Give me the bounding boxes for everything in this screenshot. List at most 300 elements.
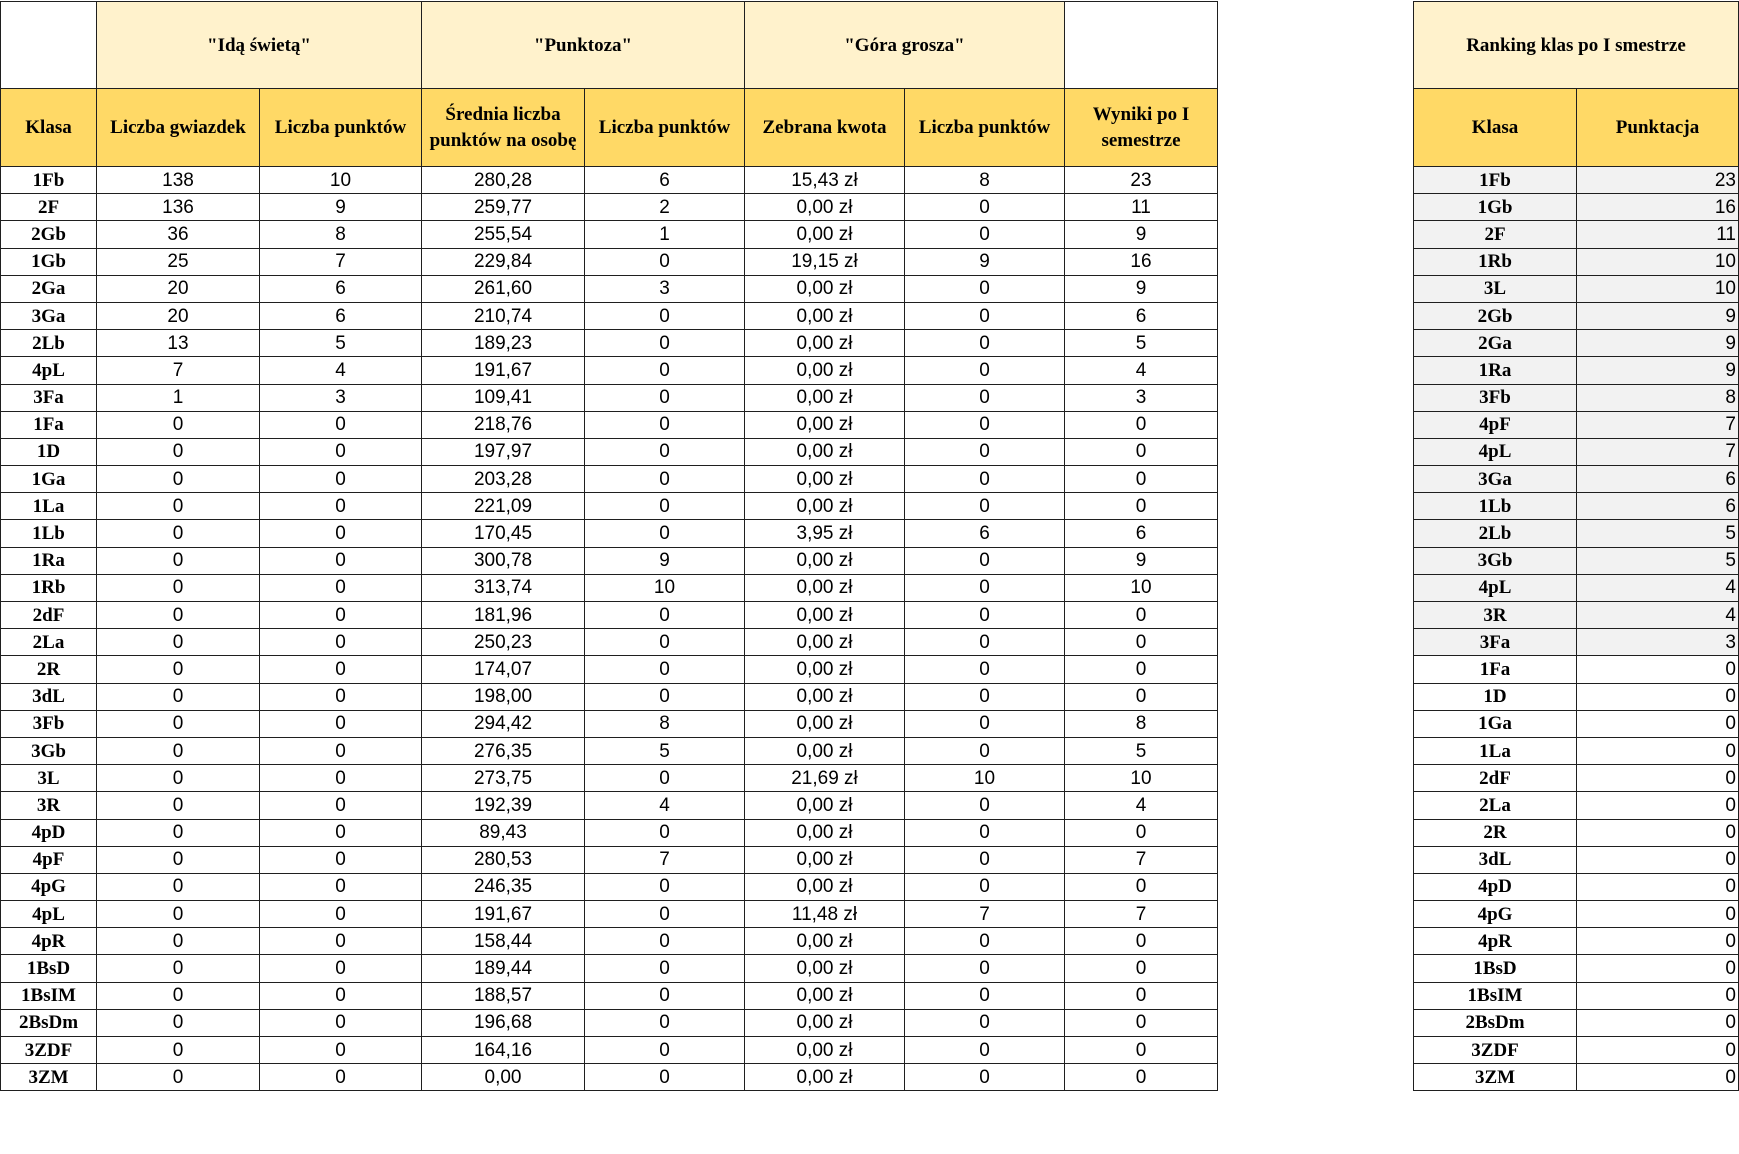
cell-liczba-punktow-2[interactable]: 0 bbox=[585, 873, 745, 900]
cell-wyniki[interactable]: 5 bbox=[1065, 330, 1218, 357]
cell-liczba-punktow-2[interactable]: 0 bbox=[585, 384, 745, 411]
cell-wyniki[interactable]: 8 bbox=[1065, 710, 1218, 737]
ranking-cell-klasa[interactable]: 4pF bbox=[1414, 411, 1577, 438]
ranking-cell-klasa[interactable]: 3ZDF bbox=[1414, 1037, 1577, 1064]
ranking-cell-klasa[interactable]: 4pR bbox=[1414, 928, 1577, 955]
cell-wyniki[interactable]: 0 bbox=[1065, 1009, 1218, 1036]
cell-srednia[interactable]: 170,45 bbox=[422, 520, 585, 547]
ranking-cell-punktacja[interactable]: 0 bbox=[1577, 1009, 1739, 1036]
cell-zebrana-kwota[interactable]: 0,00 zł bbox=[745, 602, 905, 629]
ranking-cell-klasa[interactable]: 3Fb bbox=[1414, 384, 1577, 411]
cell-wyniki[interactable]: 0 bbox=[1065, 683, 1218, 710]
cell-klasa[interactable]: 4pR bbox=[1, 928, 97, 955]
cell-wyniki[interactable]: 6 bbox=[1065, 520, 1218, 547]
cell-zebrana-kwota[interactable]: 0,00 zł bbox=[745, 330, 905, 357]
cell-srednia[interactable]: 250,23 bbox=[422, 629, 585, 656]
cell-zebrana-kwota[interactable]: 0,00 zł bbox=[745, 1064, 905, 1091]
cell-liczba-punktow-3[interactable]: 0 bbox=[905, 302, 1065, 329]
cell-klasa[interactable]: 2La bbox=[1, 629, 97, 656]
cell-klasa[interactable]: 2Gb bbox=[1, 221, 97, 248]
cell-liczba-gwiazdek[interactable]: 0 bbox=[97, 873, 260, 900]
cell-wyniki[interactable]: 0 bbox=[1065, 928, 1218, 955]
cell-wyniki[interactable]: 0 bbox=[1065, 493, 1218, 520]
cell-klasa[interactable]: 2F bbox=[1, 194, 97, 221]
cell-liczba-punktow-1[interactable]: 5 bbox=[260, 330, 422, 357]
cell-zebrana-kwota[interactable]: 0,00 zł bbox=[745, 493, 905, 520]
cell-liczba-punktow-1[interactable]: 0 bbox=[260, 683, 422, 710]
cell-liczba-punktow-2[interactable]: 9 bbox=[585, 547, 745, 574]
cell-srednia[interactable]: 181,96 bbox=[422, 602, 585, 629]
cell-liczba-gwiazdek[interactable]: 0 bbox=[97, 602, 260, 629]
ranking-cell-punktacja[interactable]: 0 bbox=[1577, 656, 1739, 683]
cell-wyniki[interactable]: 23 bbox=[1065, 167, 1218, 194]
cell-liczba-punktow-3[interactable]: 0 bbox=[905, 1009, 1065, 1036]
cell-liczba-gwiazdek[interactable]: 0 bbox=[97, 955, 260, 982]
cell-liczba-punktow-3[interactable]: 0 bbox=[905, 357, 1065, 384]
cell-liczba-punktow-1[interactable]: 7 bbox=[260, 248, 422, 275]
cell-wyniki[interactable]: 9 bbox=[1065, 221, 1218, 248]
cell-wyniki[interactable]: 0 bbox=[1065, 602, 1218, 629]
cell-srednia[interactable]: 189,23 bbox=[422, 330, 585, 357]
cell-wyniki[interactable]: 9 bbox=[1065, 547, 1218, 574]
cell-klasa[interactable]: 3Fa bbox=[1, 384, 97, 411]
cell-liczba-punktow-1[interactable]: 0 bbox=[260, 928, 422, 955]
cell-klasa[interactable]: 3ZM bbox=[1, 1064, 97, 1091]
cell-zebrana-kwota[interactable]: 0,00 zł bbox=[745, 302, 905, 329]
ranking-cell-klasa[interactable]: 4pL bbox=[1414, 438, 1577, 465]
cell-srednia[interactable]: 188,57 bbox=[422, 982, 585, 1009]
cell-zebrana-kwota[interactable]: 0,00 zł bbox=[745, 683, 905, 710]
cell-liczba-gwiazdek[interactable]: 138 bbox=[97, 167, 260, 194]
cell-liczba-punktow-2[interactable]: 0 bbox=[585, 955, 745, 982]
cell-srednia[interactable]: 109,41 bbox=[422, 384, 585, 411]
cell-liczba-punktow-2[interactable]: 6 bbox=[585, 167, 745, 194]
cell-wyniki[interactable]: 7 bbox=[1065, 846, 1218, 873]
cell-liczba-punktow-1[interactable]: 0 bbox=[260, 466, 422, 493]
cell-liczba-punktow-2[interactable]: 5 bbox=[585, 737, 745, 764]
cell-zebrana-kwota[interactable]: 0,00 zł bbox=[745, 737, 905, 764]
cell-zebrana-kwota[interactable]: 0,00 zł bbox=[745, 873, 905, 900]
cell-liczba-punktow-2[interactable]: 10 bbox=[585, 574, 745, 601]
cell-liczba-punktow-2[interactable]: 0 bbox=[585, 493, 745, 520]
cell-liczba-punktow-1[interactable]: 0 bbox=[260, 574, 422, 601]
cell-liczba-punktow-3[interactable]: 0 bbox=[905, 330, 1065, 357]
cell-zebrana-kwota[interactable]: 0,00 zł bbox=[745, 982, 905, 1009]
cell-liczba-punktow-1[interactable]: 0 bbox=[260, 547, 422, 574]
cell-srednia[interactable]: 300,78 bbox=[422, 547, 585, 574]
cell-liczba-punktow-3[interactable]: 0 bbox=[905, 737, 1065, 764]
cell-srednia[interactable]: 280,53 bbox=[422, 846, 585, 873]
ranking-cell-klasa[interactable]: 3dL bbox=[1414, 846, 1577, 873]
cell-liczba-punktow-2[interactable]: 0 bbox=[585, 411, 745, 438]
cell-liczba-punktow-2[interactable]: 0 bbox=[585, 1064, 745, 1091]
cell-liczba-punktow-3[interactable]: 0 bbox=[905, 982, 1065, 1009]
cell-klasa[interactable]: 1Ga bbox=[1, 466, 97, 493]
cell-wyniki[interactable]: 10 bbox=[1065, 574, 1218, 601]
cell-liczba-punktow-1[interactable]: 0 bbox=[260, 1009, 422, 1036]
cell-wyniki[interactable]: 4 bbox=[1065, 792, 1218, 819]
cell-klasa[interactable]: 2BsDm bbox=[1, 1009, 97, 1036]
cell-srednia[interactable]: 189,44 bbox=[422, 955, 585, 982]
cell-liczba-gwiazdek[interactable]: 0 bbox=[97, 466, 260, 493]
cell-liczba-punktow-1[interactable]: 3 bbox=[260, 384, 422, 411]
cell-liczba-punktow-1[interactable]: 6 bbox=[260, 302, 422, 329]
cell-zebrana-kwota[interactable]: 0,00 zł bbox=[745, 466, 905, 493]
cell-klasa[interactable]: 1Fb bbox=[1, 167, 97, 194]
cell-zebrana-kwota[interactable]: 0,00 zł bbox=[745, 629, 905, 656]
cell-liczba-punktow-3[interactable]: 6 bbox=[905, 520, 1065, 547]
ranking-cell-punktacja[interactable]: 0 bbox=[1577, 1064, 1739, 1091]
cell-klasa[interactable]: 4pF bbox=[1, 846, 97, 873]
ranking-cell-klasa[interactable]: 4pG bbox=[1414, 901, 1577, 928]
cell-liczba-punktow-3[interactable]: 0 bbox=[905, 411, 1065, 438]
cell-liczba-punktow-3[interactable]: 0 bbox=[905, 466, 1065, 493]
cell-srednia[interactable]: 203,28 bbox=[422, 466, 585, 493]
cell-liczba-gwiazdek[interactable]: 36 bbox=[97, 221, 260, 248]
cell-klasa[interactable]: 1Rb bbox=[1, 574, 97, 601]
cell-srednia[interactable]: 164,16 bbox=[422, 1037, 585, 1064]
cell-wyniki[interactable]: 0 bbox=[1065, 411, 1218, 438]
cell-liczba-punktow-2[interactable]: 0 bbox=[585, 629, 745, 656]
header-liczba-punktow-1[interactable]: Liczba punktów bbox=[260, 89, 422, 167]
ranking-title[interactable]: Ranking klas po I smestrze bbox=[1414, 2, 1739, 89]
cell-liczba-gwiazdek[interactable]: 0 bbox=[97, 493, 260, 520]
cell-srednia[interactable]: 221,09 bbox=[422, 493, 585, 520]
ranking-cell-klasa[interactable]: 1La bbox=[1414, 737, 1577, 764]
cell-liczba-punktow-1[interactable]: 0 bbox=[260, 1037, 422, 1064]
cell-liczba-punktow-2[interactable]: 7 bbox=[585, 846, 745, 873]
ranking-cell-punktacja[interactable]: 6 bbox=[1577, 493, 1739, 520]
cell-liczba-punktow-1[interactable]: 0 bbox=[260, 520, 422, 547]
cell-wyniki[interactable]: 3 bbox=[1065, 384, 1218, 411]
cell-srednia[interactable]: 273,75 bbox=[422, 765, 585, 792]
cell-liczba-punktow-3[interactable]: 0 bbox=[905, 928, 1065, 955]
cell-klasa[interactable]: 1Lb bbox=[1, 520, 97, 547]
cell-liczba-punktow-2[interactable]: 0 bbox=[585, 765, 745, 792]
cell-liczba-gwiazdek[interactable]: 0 bbox=[97, 547, 260, 574]
cell-liczba-punktow-3[interactable]: 0 bbox=[905, 221, 1065, 248]
cell-liczba-punktow-2[interactable]: 0 bbox=[585, 1037, 745, 1064]
ranking-cell-punktacja[interactable]: 9 bbox=[1577, 357, 1739, 384]
ranking-cell-punktacja[interactable]: 4 bbox=[1577, 602, 1739, 629]
cell-liczba-punktow-3[interactable]: 10 bbox=[905, 765, 1065, 792]
cell-liczba-punktow-2[interactable]: 3 bbox=[585, 275, 745, 302]
cell-liczba-punktow-3[interactable]: 0 bbox=[905, 1037, 1065, 1064]
cell-liczba-punktow-2[interactable]: 0 bbox=[585, 520, 745, 547]
cell-wyniki[interactable]: 0 bbox=[1065, 819, 1218, 846]
cell-klasa[interactable]: 3Ga bbox=[1, 302, 97, 329]
cell-srednia[interactable]: 158,44 bbox=[422, 928, 585, 955]
cell-liczba-punktow-2[interactable]: 0 bbox=[585, 982, 745, 1009]
ranking-cell-punktacja[interactable]: 0 bbox=[1577, 683, 1739, 710]
cell-liczba-punktow-3[interactable]: 0 bbox=[905, 1064, 1065, 1091]
cell-klasa[interactable]: 4pD bbox=[1, 819, 97, 846]
cell-liczba-gwiazdek[interactable]: 0 bbox=[97, 683, 260, 710]
cell-liczba-punktow-3[interactable]: 0 bbox=[905, 194, 1065, 221]
group-punktoza[interactable]: "Punktoza" bbox=[422, 2, 745, 89]
cell-srednia[interactable]: 261,60 bbox=[422, 275, 585, 302]
cell-liczba-punktow-1[interactable]: 0 bbox=[260, 710, 422, 737]
header-liczba-gwiazdek[interactable]: Liczba gwiazdek bbox=[97, 89, 260, 167]
cell-liczba-punktow-3[interactable]: 0 bbox=[905, 275, 1065, 302]
cell-wyniki[interactable]: 11 bbox=[1065, 194, 1218, 221]
ranking-cell-punktacja[interactable]: 0 bbox=[1577, 737, 1739, 764]
ranking-cell-punktacja[interactable]: 7 bbox=[1577, 438, 1739, 465]
cell-srednia[interactable]: 174,07 bbox=[422, 656, 585, 683]
cell-klasa[interactable]: 1D bbox=[1, 438, 97, 465]
cell-klasa[interactable]: 1Gb bbox=[1, 248, 97, 275]
cell-wyniki[interactable]: 4 bbox=[1065, 357, 1218, 384]
cell-liczba-punktow-1[interactable]: 0 bbox=[260, 411, 422, 438]
cell-wyniki[interactable]: 0 bbox=[1065, 873, 1218, 900]
ranking-cell-punktacja[interactable]: 0 bbox=[1577, 819, 1739, 846]
ranking-cell-klasa[interactable]: 1Ra bbox=[1414, 357, 1577, 384]
ranking-cell-punktacja[interactable]: 0 bbox=[1577, 846, 1739, 873]
ranking-cell-punktacja[interactable]: 5 bbox=[1577, 520, 1739, 547]
cell-srednia[interactable]: 255,54 bbox=[422, 221, 585, 248]
cell-wyniki[interactable]: 6 bbox=[1065, 302, 1218, 329]
cell-liczba-gwiazdek[interactable]: 0 bbox=[97, 737, 260, 764]
cell-liczba-punktow-2[interactable]: 0 bbox=[585, 466, 745, 493]
cell-liczba-punktow-3[interactable]: 0 bbox=[905, 710, 1065, 737]
ranking-cell-klasa[interactable]: 2dF bbox=[1414, 765, 1577, 792]
cell-liczba-punktow-2[interactable]: 0 bbox=[585, 438, 745, 465]
cell-srednia[interactable]: 197,97 bbox=[422, 438, 585, 465]
ranking-cell-punktacja[interactable]: 16 bbox=[1577, 194, 1739, 221]
cell-liczba-punktow-1[interactable]: 0 bbox=[260, 493, 422, 520]
cell-klasa[interactable]: 1BsD bbox=[1, 955, 97, 982]
ranking-cell-klasa[interactable]: 2Gb bbox=[1414, 302, 1577, 329]
cell-srednia[interactable]: 192,39 bbox=[422, 792, 585, 819]
cell-liczba-punktow-3[interactable]: 0 bbox=[905, 656, 1065, 683]
cell-wyniki[interactable]: 0 bbox=[1065, 656, 1218, 683]
cell-liczba-punktow-1[interactable]: 0 bbox=[260, 846, 422, 873]
cell-liczba-gwiazdek[interactable]: 0 bbox=[97, 574, 260, 601]
cell-liczba-punktow-2[interactable]: 0 bbox=[585, 1009, 745, 1036]
header-liczba-punktow-3[interactable]: Liczba punktów bbox=[905, 89, 1065, 167]
cell-zebrana-kwota[interactable]: 0,00 zł bbox=[745, 574, 905, 601]
cell-liczba-punktow-1[interactable]: 0 bbox=[260, 765, 422, 792]
cell-wyniki[interactable]: 0 bbox=[1065, 982, 1218, 1009]
cell-liczba-punktow-1[interactable]: 4 bbox=[260, 357, 422, 384]
cell-liczba-punktow-2[interactable]: 0 bbox=[585, 248, 745, 275]
header-srednia[interactable]: Średnia liczba punktów na osobę bbox=[422, 89, 585, 167]
ranking-cell-klasa[interactable]: 3L bbox=[1414, 275, 1577, 302]
cell-liczba-punktow-1[interactable]: 0 bbox=[260, 656, 422, 683]
ranking-cell-punktacja[interactable]: 0 bbox=[1577, 1037, 1739, 1064]
ranking-cell-klasa[interactable]: 2R bbox=[1414, 819, 1577, 846]
ranking-cell-klasa[interactable]: 3Ga bbox=[1414, 466, 1577, 493]
ranking-cell-klasa[interactable]: 1Fb bbox=[1414, 167, 1577, 194]
cell-liczba-gwiazdek[interactable]: 0 bbox=[97, 1037, 260, 1064]
ranking-cell-klasa[interactable]: 1Rb bbox=[1414, 248, 1577, 275]
cell-liczba-punktow-3[interactable]: 0 bbox=[905, 846, 1065, 873]
ranking-cell-punktacja[interactable]: 4 bbox=[1577, 574, 1739, 601]
cell-liczba-punktow-1[interactable]: 0 bbox=[260, 438, 422, 465]
ranking-cell-punktacja[interactable]: 0 bbox=[1577, 982, 1739, 1009]
cell-liczba-punktow-2[interactable]: 0 bbox=[585, 656, 745, 683]
ranking-cell-klasa[interactable]: 4pD bbox=[1414, 873, 1577, 900]
cell-wyniki[interactable]: 0 bbox=[1065, 1064, 1218, 1091]
cell-liczba-punktow-2[interactable]: 0 bbox=[585, 683, 745, 710]
ranking-cell-punktacja[interactable]: 0 bbox=[1577, 955, 1739, 982]
cell-srednia[interactable]: 313,74 bbox=[422, 574, 585, 601]
corner-cell[interactable] bbox=[1, 2, 97, 89]
cell-liczba-gwiazdek[interactable]: 0 bbox=[97, 765, 260, 792]
cell-klasa[interactable]: 2dF bbox=[1, 602, 97, 629]
ranking-cell-klasa[interactable]: 3R bbox=[1414, 602, 1577, 629]
cell-liczba-gwiazdek[interactable]: 20 bbox=[97, 275, 260, 302]
cell-srednia[interactable]: 246,35 bbox=[422, 873, 585, 900]
cell-liczba-gwiazdek[interactable]: 13 bbox=[97, 330, 260, 357]
cell-zebrana-kwota[interactable]: 3,95 zł bbox=[745, 520, 905, 547]
ranking-cell-klasa[interactable]: 1Gb bbox=[1414, 194, 1577, 221]
cell-liczba-punktow-3[interactable]: 0 bbox=[905, 384, 1065, 411]
cell-klasa[interactable]: 3ZDF bbox=[1, 1037, 97, 1064]
group-gora-grosza[interactable]: "Góra grosza" bbox=[745, 2, 1065, 89]
ranking-cell-punktacja[interactable]: 8 bbox=[1577, 384, 1739, 411]
cell-srednia[interactable]: 294,42 bbox=[422, 710, 585, 737]
cell-liczba-punktow-3[interactable]: 0 bbox=[905, 629, 1065, 656]
cell-zebrana-kwota[interactable]: 0,00 zł bbox=[745, 438, 905, 465]
header-liczba-punktow-2[interactable]: Liczba punktów bbox=[585, 89, 745, 167]
ranking-cell-klasa[interactable]: 1D bbox=[1414, 683, 1577, 710]
cell-liczba-punktow-1[interactable]: 0 bbox=[260, 1064, 422, 1091]
cell-wyniki[interactable]: 0 bbox=[1065, 955, 1218, 982]
cell-zebrana-kwota[interactable]: 0,00 zł bbox=[745, 710, 905, 737]
cell-wyniki[interactable]: 5 bbox=[1065, 737, 1218, 764]
group-ida-swieta[interactable]: "Idą świetą" bbox=[97, 2, 422, 89]
cell-liczba-punktow-1[interactable]: 0 bbox=[260, 792, 422, 819]
cell-zebrana-kwota[interactable]: 0,00 zł bbox=[745, 221, 905, 248]
cell-liczba-gwiazdek[interactable]: 0 bbox=[97, 901, 260, 928]
cell-liczba-punktow-2[interactable]: 0 bbox=[585, 302, 745, 329]
cell-srednia[interactable]: 218,76 bbox=[422, 411, 585, 438]
cell-srednia[interactable]: 196,68 bbox=[422, 1009, 585, 1036]
cell-liczba-gwiazdek[interactable]: 1 bbox=[97, 384, 260, 411]
cell-klasa[interactable]: 1Fa bbox=[1, 411, 97, 438]
cell-klasa[interactable]: 1BsIM bbox=[1, 982, 97, 1009]
cell-zebrana-kwota[interactable]: 15,43 zł bbox=[745, 167, 905, 194]
cell-liczba-gwiazdek[interactable]: 0 bbox=[97, 438, 260, 465]
cell-wyniki[interactable]: 0 bbox=[1065, 466, 1218, 493]
cell-klasa[interactable]: 4pL bbox=[1, 901, 97, 928]
ranking-cell-punktacja[interactable]: 3 bbox=[1577, 629, 1739, 656]
ranking-cell-klasa[interactable]: 1Ga bbox=[1414, 710, 1577, 737]
ranking-cell-punktacja[interactable]: 10 bbox=[1577, 275, 1739, 302]
cell-zebrana-kwota[interactable]: 0,00 zł bbox=[745, 955, 905, 982]
ranking-cell-punktacja[interactable]: 9 bbox=[1577, 302, 1739, 329]
cell-liczba-punktow-1[interactable]: 0 bbox=[260, 982, 422, 1009]
cell-zebrana-kwota[interactable]: 0,00 zł bbox=[745, 357, 905, 384]
cell-zebrana-kwota[interactable]: 0,00 zł bbox=[745, 792, 905, 819]
ranking-header-klasa[interactable]: Klasa bbox=[1414, 89, 1577, 167]
header-klasa[interactable]: Klasa bbox=[1, 89, 97, 167]
cell-wyniki[interactable]: 10 bbox=[1065, 765, 1218, 792]
cell-liczba-punktow-1[interactable]: 0 bbox=[260, 629, 422, 656]
cell-liczba-punktow-2[interactable]: 0 bbox=[585, 901, 745, 928]
cell-zebrana-kwota[interactable]: 19,15 zł bbox=[745, 248, 905, 275]
cell-liczba-punktow-2[interactable]: 0 bbox=[585, 819, 745, 846]
cell-klasa[interactable]: 2R bbox=[1, 656, 97, 683]
ranking-cell-klasa[interactable]: 1Lb bbox=[1414, 493, 1577, 520]
cell-zebrana-kwota[interactable]: 0,00 zł bbox=[745, 1009, 905, 1036]
cell-liczba-gwiazdek[interactable]: 20 bbox=[97, 302, 260, 329]
ranking-cell-klasa[interactable]: 2Lb bbox=[1414, 520, 1577, 547]
cell-liczba-gwiazdek[interactable]: 0 bbox=[97, 846, 260, 873]
cell-liczba-punktow-1[interactable]: 9 bbox=[260, 194, 422, 221]
cell-liczba-punktow-3[interactable]: 0 bbox=[905, 438, 1065, 465]
ranking-cell-klasa[interactable]: 3Fa bbox=[1414, 629, 1577, 656]
ranking-cell-punktacja[interactable]: 6 bbox=[1577, 466, 1739, 493]
cell-liczba-punktow-2[interactable]: 0 bbox=[585, 602, 745, 629]
cell-liczba-punktow-1[interactable]: 10 bbox=[260, 167, 422, 194]
cell-wyniki[interactable]: 9 bbox=[1065, 275, 1218, 302]
ranking-cell-punktacja[interactable]: 0 bbox=[1577, 765, 1739, 792]
ranking-cell-punktacja[interactable]: 7 bbox=[1577, 411, 1739, 438]
cell-zebrana-kwota[interactable]: 0,00 zł bbox=[745, 656, 905, 683]
cell-liczba-punktow-1[interactable]: 0 bbox=[260, 737, 422, 764]
cell-liczba-punktow-3[interactable]: 9 bbox=[905, 248, 1065, 275]
cell-liczba-punktow-2[interactable]: 1 bbox=[585, 221, 745, 248]
cell-srednia[interactable]: 191,67 bbox=[422, 357, 585, 384]
ranking-cell-punktacja[interactable]: 9 bbox=[1577, 330, 1739, 357]
cell-wyniki[interactable]: 7 bbox=[1065, 901, 1218, 928]
cell-klasa[interactable]: 3dL bbox=[1, 683, 97, 710]
cell-liczba-punktow-2[interactable]: 0 bbox=[585, 928, 745, 955]
cell-zebrana-kwota[interactable]: 11,48 zł bbox=[745, 901, 905, 928]
cell-liczba-gwiazdek[interactable]: 0 bbox=[97, 520, 260, 547]
cell-klasa[interactable]: 1La bbox=[1, 493, 97, 520]
cell-liczba-punktow-2[interactable]: 0 bbox=[585, 357, 745, 384]
cell-liczba-gwiazdek[interactable]: 0 bbox=[97, 1064, 260, 1091]
cell-srednia[interactable]: 191,67 bbox=[422, 901, 585, 928]
cell-zebrana-kwota[interactable]: 0,00 zł bbox=[745, 819, 905, 846]
cell-liczba-gwiazdek[interactable]: 7 bbox=[97, 357, 260, 384]
cell-liczba-gwiazdek[interactable]: 0 bbox=[97, 656, 260, 683]
ranking-cell-klasa[interactable]: 2La bbox=[1414, 792, 1577, 819]
cell-liczba-punktow-3[interactable]: 0 bbox=[905, 955, 1065, 982]
cell-zebrana-kwota[interactable]: 0,00 zł bbox=[745, 846, 905, 873]
cell-klasa[interactable]: 3R bbox=[1, 792, 97, 819]
ranking-cell-punktacja[interactable]: 11 bbox=[1577, 221, 1739, 248]
ranking-cell-punktacja[interactable]: 10 bbox=[1577, 248, 1739, 275]
cell-liczba-punktow-1[interactable]: 8 bbox=[260, 221, 422, 248]
cell-liczba-gwiazdek[interactable]: 0 bbox=[97, 710, 260, 737]
cell-liczba-punktow-3[interactable]: 0 bbox=[905, 547, 1065, 574]
cell-zebrana-kwota[interactable]: 0,00 zł bbox=[745, 928, 905, 955]
cell-klasa[interactable]: 2Ga bbox=[1, 275, 97, 302]
ranking-cell-punktacja[interactable]: 0 bbox=[1577, 873, 1739, 900]
cell-zebrana-kwota[interactable]: 0,00 zł bbox=[745, 384, 905, 411]
cell-liczba-punktow-3[interactable]: 0 bbox=[905, 819, 1065, 846]
ranking-cell-klasa[interactable]: 2Ga bbox=[1414, 330, 1577, 357]
ranking-cell-punktacja[interactable]: 0 bbox=[1577, 928, 1739, 955]
cell-zebrana-kwota[interactable]: 0,00 zł bbox=[745, 275, 905, 302]
cell-zebrana-kwota[interactable]: 0,00 zł bbox=[745, 411, 905, 438]
cell-srednia[interactable]: 198,00 bbox=[422, 683, 585, 710]
header-zebrana-kwota[interactable]: Zebrana kwota bbox=[745, 89, 905, 167]
cell-wyniki[interactable]: 16 bbox=[1065, 248, 1218, 275]
cell-liczba-gwiazdek[interactable]: 0 bbox=[97, 819, 260, 846]
ranking-cell-klasa[interactable]: 3ZM bbox=[1414, 1064, 1577, 1091]
cell-zebrana-kwota[interactable]: 0,00 zł bbox=[745, 547, 905, 574]
cell-liczba-punktow-3[interactable]: 0 bbox=[905, 602, 1065, 629]
header-wyniki[interactable]: Wyniki po I semestrze bbox=[1065, 89, 1218, 167]
cell-zebrana-kwota[interactable]: 0,00 zł bbox=[745, 194, 905, 221]
cell-liczba-gwiazdek[interactable]: 0 bbox=[97, 792, 260, 819]
cell-klasa[interactable]: 4pG bbox=[1, 873, 97, 900]
